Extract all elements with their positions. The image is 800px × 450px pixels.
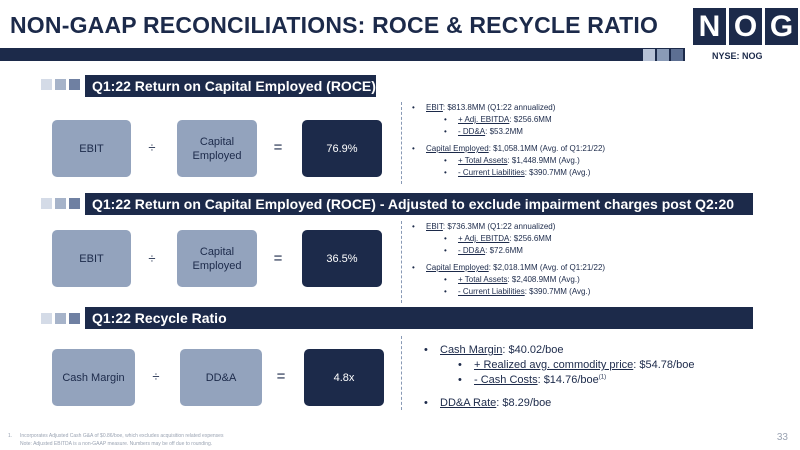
page-number: 33 <box>776 432 788 443</box>
bullet-realized-price: • + Realized avg. commodity price: $54.78/boe <box>420 358 694 373</box>
divide-sign: ÷ <box>148 140 156 155</box>
section-accent-square <box>55 313 66 324</box>
bullet-capital-employed: • Capital Employed: $2,018.1MM (Avg. of Q1:21/22) <box>410 262 605 274</box>
divide-sign: ÷ <box>148 251 156 266</box>
formula-box-ebit: EBIT <box>52 230 131 287</box>
logo-letter-n: N <box>693 8 726 45</box>
header-accent-square <box>643 49 655 61</box>
section-title-recycle-ratio: Q1:22 Recycle Ratio <box>85 307 753 329</box>
logo-letter-o: O <box>729 8 762 45</box>
bullet-adj-ebitda: • + Adj. EBITDA: $256.6MM <box>410 114 605 126</box>
bullet-cash-margin: • Cash Margin: $40.02/boe <box>420 343 694 358</box>
bullet-total-assets: • + Total Assets: $2,408.9MM (Avg.) <box>410 274 605 286</box>
equals-sign: = <box>273 139 283 156</box>
formula-box-capital-employed: Capital Employed <box>177 120 257 177</box>
result-box-roce: 76.9% <box>302 120 382 177</box>
section-accent-square <box>69 198 80 209</box>
bullet-capital-employed: • Capital Employed: $1,058.1MM (Avg. of Q1:21/22) <box>410 143 605 155</box>
result-box-recycle-ratio: 4.8x <box>304 349 384 406</box>
recycle-breakdown-list <box>420 343 694 411</box>
page-title: NON-GAAP RECONCILIATIONS: ROCE & RECYCLE RATIO <box>10 12 659 38</box>
bullet-current-liabilities: • - Current Liabilities: $390.7MM (Avg.) <box>410 286 605 298</box>
footnote: 1. Incorporates Adjusted Cash G&A of $0.86/boe, which excludes acquisition related expenses Note: Adjusted EBITDA is a non-GAAP measure. Numbers may be off due to rounding. <box>8 433 224 447</box>
equals-sign: = <box>273 250 283 267</box>
bullet-adj-ebitda: • + Adj. EBITDA: $256.6MM <box>410 233 605 245</box>
bullet-dda: • - DD&A: $72.6MM <box>410 245 605 257</box>
section-accent-square <box>41 198 52 209</box>
formula-box-ebit: EBIT <box>52 120 131 177</box>
roce-breakdown-list <box>410 102 605 179</box>
bullet-dda-rate: • DD&A Rate: $8.29/boe <box>420 396 694 411</box>
divider-line <box>401 102 402 184</box>
header-rule <box>0 48 685 61</box>
section-accent-square <box>41 313 52 324</box>
formula-box-cash-margin: Cash Margin <box>52 349 135 406</box>
section-accent-square <box>41 79 52 90</box>
section-accent-square <box>69 313 80 324</box>
ticker-label: NYSE: NOG <box>712 51 763 61</box>
bullet-cash-costs: • - Cash Costs: $14.76/boe$^{(1)}$ <box>420 373 694 388</box>
formula-box-dda: DD&A <box>180 349 262 406</box>
section-accent-square <box>69 79 80 90</box>
divider-line <box>401 221 402 303</box>
bullet-total-assets: • + Total Assets: $1,448.9MM (Avg.) <box>410 155 605 167</box>
divider-line <box>401 336 402 410</box>
result-box-roce-adjusted: 36.5% <box>302 230 382 287</box>
roce-adjusted-breakdown-list <box>410 221 605 298</box>
bullet-current-liabilities: • - Current Liabilities: $390.7MM (Avg.) <box>410 167 605 179</box>
header-accent-square <box>657 49 669 61</box>
divide-sign: ÷ <box>152 369 160 384</box>
bullet-ebit: • EBIT: $736.3MM (Q1:22 annualized) <box>410 221 605 233</box>
formula-box-capital-employed: Capital Employed <box>177 230 257 287</box>
bullet-ebit: • EBIT: $813.8MM (Q1:22 annualized) <box>410 102 605 114</box>
section-title-roce-adjusted: Q1:22 Return on Capital Employed (ROCE) - Adjusted to exclude impairment charges post Q2:20 <box>85 193 753 215</box>
section-title-roce: Q1:22 Return on Capital Employed (ROCE) <box>85 75 376 97</box>
footnote-ref: (1) <box>598 374 607 381</box>
section-accent-square <box>55 79 66 90</box>
bullet-dda: • - DD&A: $53.2MM <box>410 126 605 138</box>
section-accent-square <box>55 198 66 209</box>
equals-sign: = <box>276 368 286 385</box>
logo-letter-g: G <box>765 8 798 45</box>
header-accent-square <box>671 49 683 61</box>
